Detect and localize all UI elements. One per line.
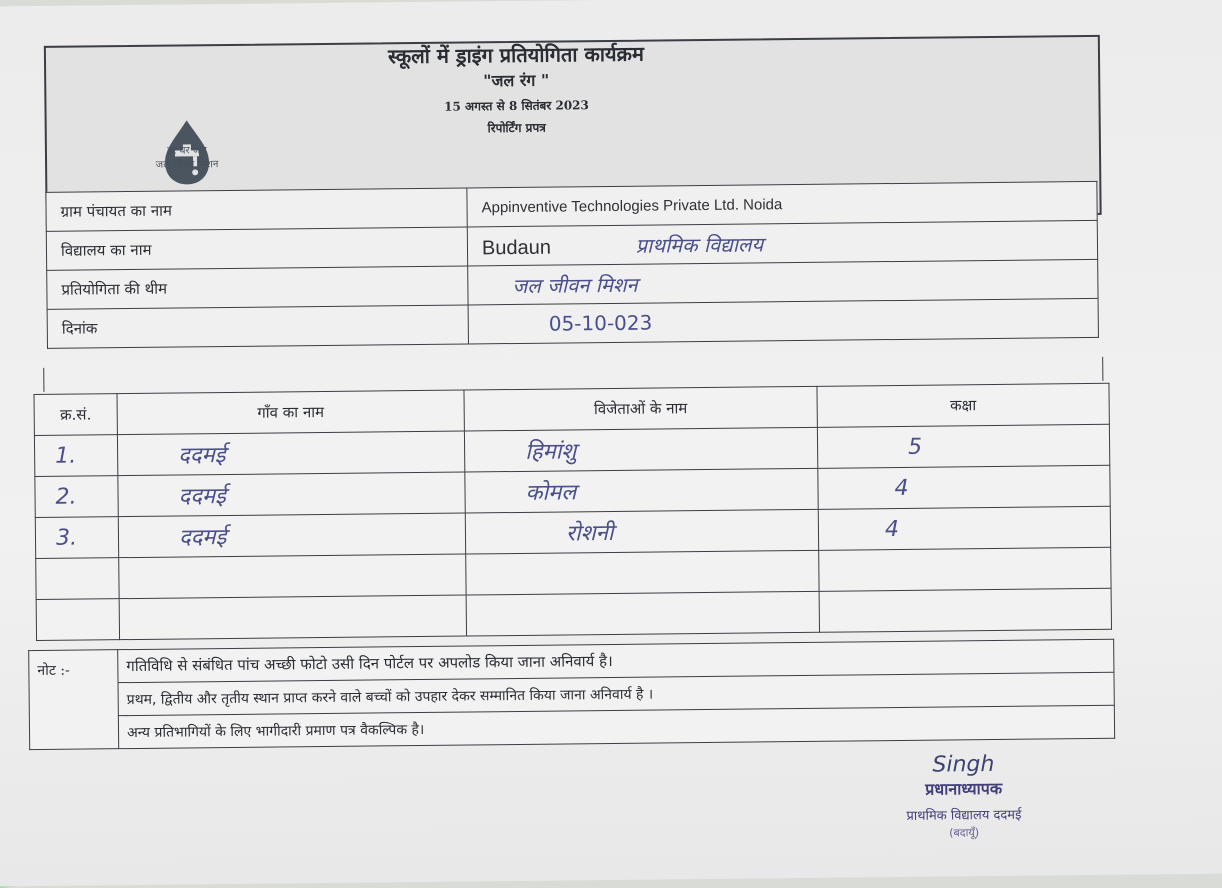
label-date: दिनांक	[47, 305, 468, 348]
empty-cell	[819, 588, 1111, 632]
empty-cell	[36, 599, 119, 641]
header-village: गाँव का नाम	[117, 390, 464, 435]
empty-cell	[819, 547, 1111, 591]
cell-class: 4	[818, 465, 1110, 509]
signature: Singh	[932, 751, 995, 778]
cell-sno: 2.	[35, 476, 118, 518]
info-table	[45, 181, 1099, 349]
empty-cell	[36, 558, 119, 600]
note-line: गतिविधि से संबंधित पांच अच्छी फोटो उसी दिन पोर्टल पर अपलोड किया जाना अनिवार्य है।	[118, 639, 1114, 682]
stamp-school: प्राथमिक विद्यालय ददमई	[906, 807, 1022, 824]
form-name: रिपोर्टिंग प्रपत्र	[487, 120, 546, 136]
form-title: स्कूलों में ड्राइंग प्रतियोगिता कार्यक्रम	[387, 41, 645, 69]
value-date: 05-10-023	[468, 298, 1098, 344]
form-dates: 15 अगस्त से 8 सितंबर 2023	[444, 98, 589, 114]
empty-cell	[466, 550, 819, 595]
cell-sno: 3.	[35, 517, 118, 559]
value-theme: जल जीवन मिशन	[468, 259, 1098, 305]
value-gram-panchayat: Appinventive Technologies Private Ltd. Noida	[467, 181, 1097, 227]
cell-winner-name: कोमल	[465, 468, 818, 513]
winners-table	[33, 383, 1112, 641]
empty-cell	[119, 554, 466, 599]
cell-village: ददमई	[117, 431, 464, 476]
label-school: विद्यालय का नाम	[46, 227, 467, 270]
empty-cell	[466, 591, 819, 636]
logo-caption-2: जल जीवन मिशन	[155, 159, 219, 171]
cell-village: ददमई	[118, 472, 465, 517]
cell-winner-name: रोशनी	[465, 509, 818, 554]
note-line: अन्य प्रतिभागियों के लिए भागीदारी प्रमाण पत्र वैकल्पिक है।	[118, 705, 1114, 748]
note-label: नोट :-	[29, 650, 119, 750]
label-gram-panchayat: ग्राम पंचायत का नाम	[46, 188, 467, 231]
label-theme: प्रतियोगिता की थीम	[47, 266, 468, 309]
cell-sno: 1.	[34, 435, 117, 477]
cell-village: ददमई	[118, 513, 465, 558]
logo-caption-1: हर घर जल	[166, 145, 207, 157]
notes-table	[28, 639, 1115, 750]
header-class: कक्षा	[817, 383, 1109, 427]
note-line: प्रथम, द्वितीय और तृतीय स्थान प्राप्त करने वाले बच्चों को उपहार देकर सम्मानित किया जाना अनिवार्य है ।	[118, 672, 1114, 715]
stamp-district: (बदायूँ)	[949, 826, 980, 840]
value-school	[467, 220, 1097, 266]
signature-block	[863, 751, 1064, 841]
value-school-handwritten: प्राथमिक विद्यालय	[635, 231, 764, 258]
cell-class: 4	[818, 506, 1110, 550]
empty-cell	[119, 595, 466, 640]
stamp-title: प्रधानाध्यापक	[925, 778, 1003, 799]
cell-class: 5	[817, 424, 1109, 468]
header-sno: क्र.सं.	[34, 394, 117, 436]
header-winner-name: विजेताओं के नाम	[464, 386, 817, 431]
cell-winner-name: हिमांशु	[464, 427, 817, 472]
form-subtitle: "जल रंग "	[483, 70, 550, 91]
value-school-typed: Budaun	[481, 236, 552, 259]
